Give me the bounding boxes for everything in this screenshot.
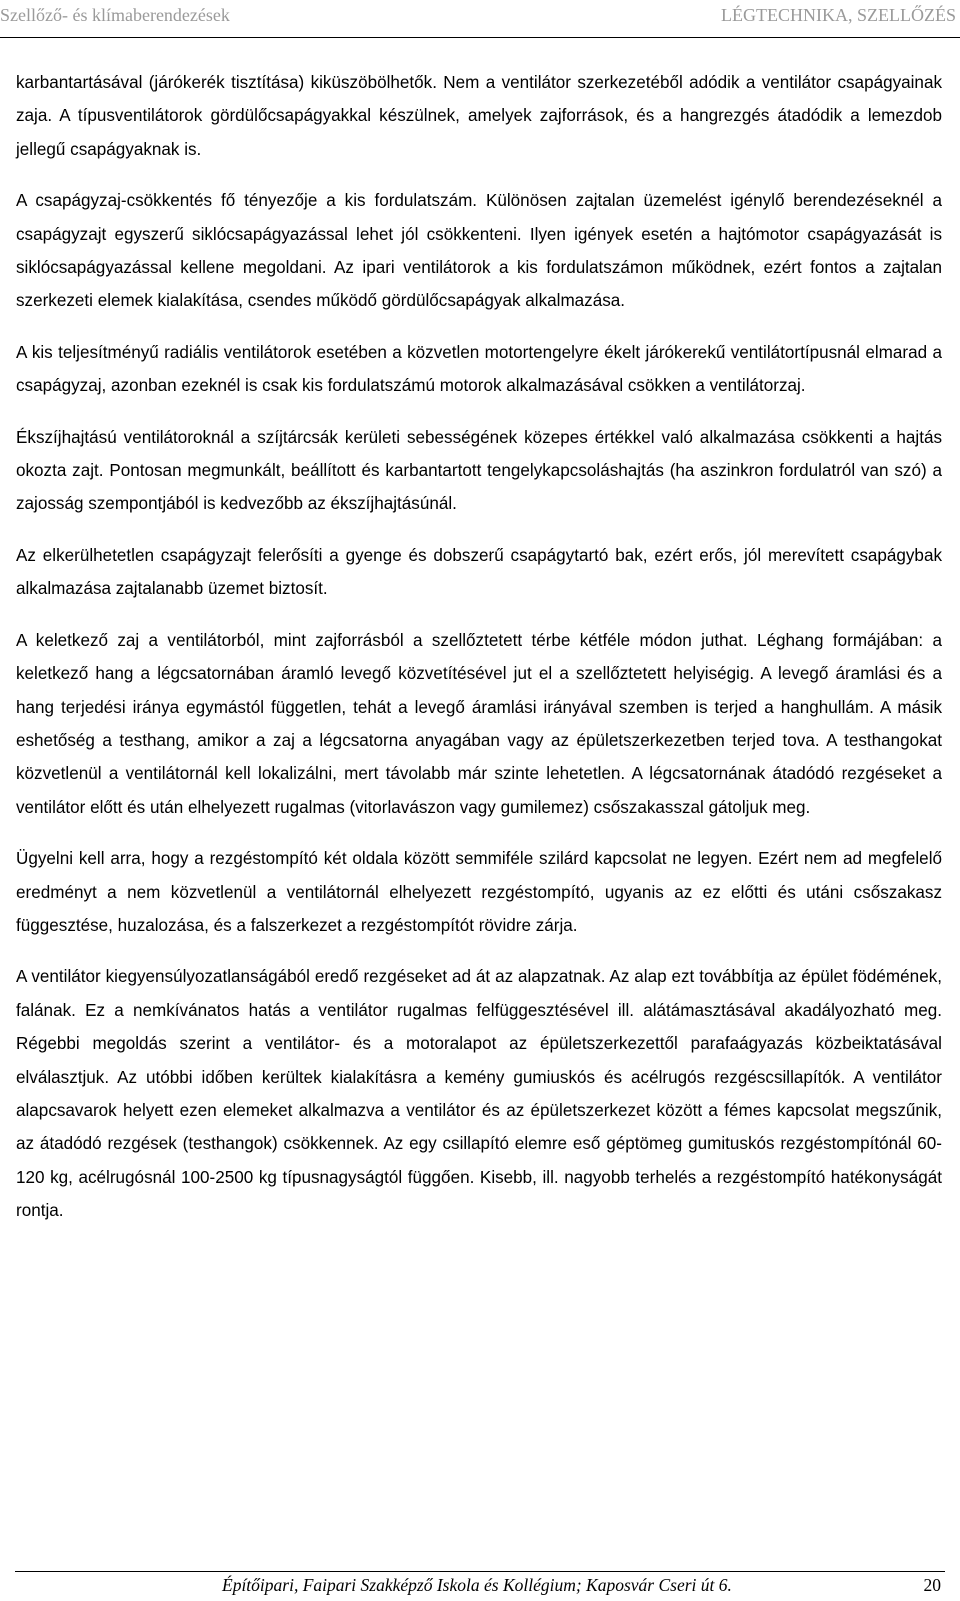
- paragraph: Ékszíjhajtású ventilátoroknál a szíjtárcsák kerületi sebességének közepes értékkel való alkalmazása csökkenti a hajtás okozta zajt. Pontosan megmunkált, beállított és karbantartott tengelykapcsoláshajtás (ha aszinkron fordulatról van szó) a zajosság szempontjából is kedvezőbb az ékszíjhajtásúnál.: [16, 427, 942, 514]
- paragraph: A csapágyzaj-csökkentés fő tényezője a kis fordulatszám. Különösen zajtalan üzemelést igénylő berendezéseknél a csapágyzajt egyszerű siklócsapágyazással lehet jól csökkenteni. Ilyen igények esetén a hajtómotor csapágyazását is siklócsapágyazással kellene megoldani. Az ipari ventilátorok a kis fordulatszámon működnek, ezért fontos a zajtalan szerkezeti elemek kialakítása, csendes működő gördülőcsapágyak alkalmazása.: [16, 191, 942, 311]
- page-header: [0, 0, 960, 38]
- paragraph: karbantartásával (járókerék tisztítása) kiküszöbölhetők. Nem a ventilátor szerkezetéből adódik a ventilátor csapágyainak zaja. A típusventilátorok gördülőcsapágyakkal készülnek, amelyek zajforrások, és a hangrezgés átadódik a lemezdob jellegű csapágyaknak is.: [16, 73, 942, 159]
- paragraph: A keletkező zaj a ventilátorból, mint zajforrásból a szellőztetett térbe kétféle módon juthat. Léghang formájában: a keletkező hang a légcsatornában áramló levegő közvetítésével jut el a szellőztetett helyiségig. A levegő áramlási és a hang terjedési iránya egymástól független, tehát a levegő áramlási irányával szemben is terjed a hanghullám. A másik eshetőség a testhang, amikor a zaj a légcsatorna anyagában vagy az épületszerkezetben terjed tova. A testhangokat közvetlenül a ventilátornál kell lokalizálni, mert távolabb már szinte lehetetlen. A légcsatornának átadódó rezgéseket a ventilátor előtt és után elhelyezett rugalmas (vitorlavászon vagy gumilemez) csőszakasszal gátoljuk meg.: [16, 630, 942, 817]
- paragraph: Ügyelni kell arra, hogy a rezgéstompító két oldala között semmiféle szilárd kapcsolat ne legyen. Ezért nem ad megfelelő eredményt a nem közvetlenül a ventilátornál elhelyezett rezgéstompító, ugyanis az ez előtti és utáni csőszakasz függesztése, huzalozása, és a falszerkezet a rezgéstompítót rövidre zárja.: [16, 849, 942, 935]
- body-text: [16, 66, 942, 1246]
- header-right-title: LÉGTECHNIKA, SZELLŐZÉS: [721, 5, 956, 25]
- footer-institution: Építőipari, Faipari Szakképző Iskola és Kollégium; Kaposvár Cseri út 6.: [222, 1575, 732, 1595]
- paragraph: Az elkerülhetetlen csapágyzajt felerősíti a gyenge és dobszerű csapágytartó bak, ezért erős, jól merevített csapágybak alkalmazása zajtalanabb üzemet biztosít.: [16, 545, 942, 599]
- header-left-title: Szellőző- és klímaberendezések: [0, 5, 230, 25]
- page-number: 20: [923, 1575, 941, 1595]
- paragraph: A kis teljesítményű radiális ventilátorok esetében a közvetlen motortengelyre ékelt járókerekű ventilátortípusnál elmarad a csapágyzaj, azonban ezeknél is csak kis fordulatszámú motorok alkalmazásával csökken a ventilátorzaj.: [16, 342, 942, 396]
- paragraph: A ventilátor kiegyensúlyozatlanságából eredő rezgéseket ad át az alapzatnak. Az alap ezt továbbítja az épület födémének, falának. Ez a nemkívánatos hatás a ventilátor rugalmas felfüggesztésével ill. alátámasztásával akadályozható meg. Régebbi megoldás szerint a ventilátor- és a motoralapot az épületszerkezettől parafaágyazás közbeiktatásával elválasztjuk. Az utóbbi időben kerültek kialakításra a kemény gumiuskós és acélrugós rezgéscsillapítók. A ventilátor alapcsavarok helyett ezen elemeket alkalmazva a ventilátor és az épületszerkezet között a fémes kapcsolat megszűnik, az átadódó rezgések (testhangok) csökkennek. Az egy csillapító elemre eső géptömeg gumituskós rezgéstompítónál 60-120 kg, acélrugósnál 100-2500 kg típusnagyságtól függően. Kisebb, ill. nagyobb terhelés a rezgéstompító hatékonyságát rontja.: [16, 967, 942, 1221]
- page-footer: [0, 1572, 960, 1601]
